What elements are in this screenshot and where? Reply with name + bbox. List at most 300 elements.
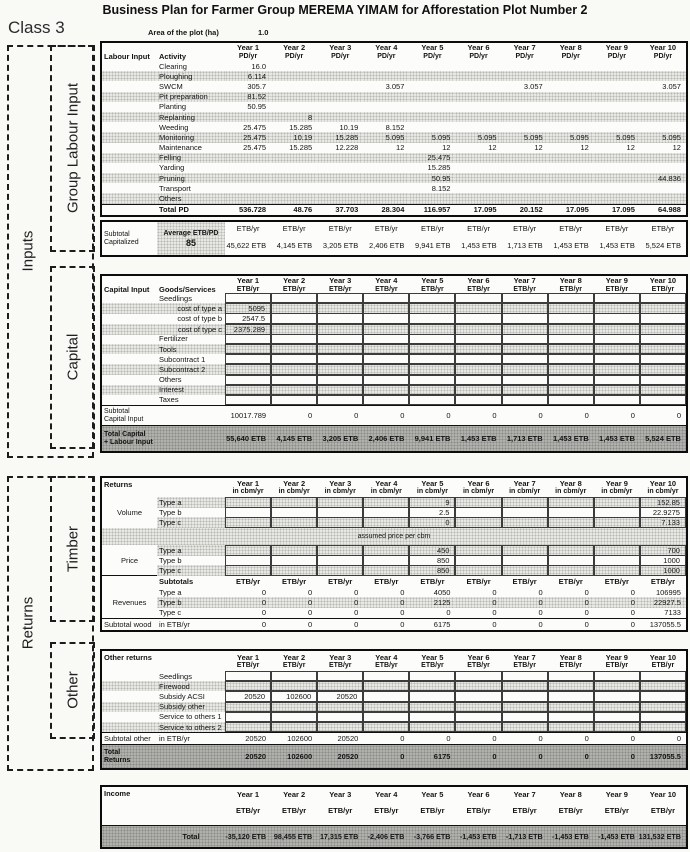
unit-label: ETB/yr (512, 577, 537, 587)
value-cell: -1,453 ETB (552, 832, 589, 841)
value-cell: 16.0 (251, 61, 267, 71)
year-label: Year 5 (421, 652, 444, 662)
value-cell (502, 722, 548, 732)
value-cell (271, 102, 317, 112)
data-row (102, 597, 686, 607)
value-cell: 20520 (337, 734, 359, 744)
value-cell (363, 702, 409, 712)
year-label: Year 1 (236, 652, 260, 662)
value-cell: 5.095 (409, 132, 455, 142)
value-cell (548, 163, 594, 173)
value-cell: 17,315 ETB (319, 832, 359, 841)
value-cell (409, 354, 455, 364)
row-label: Tools (157, 344, 225, 354)
year-label: Year 5 (421, 478, 444, 488)
value-cell: 64.988 (658, 205, 681, 215)
value-cell (363, 671, 409, 681)
unit-label: ETB/yr (650, 806, 676, 815)
value-cell: 15.285 (317, 132, 363, 142)
value-cell (640, 92, 686, 102)
value-cell (317, 293, 363, 303)
value-cell (640, 354, 686, 364)
unit-label: ETB/yr (374, 224, 398, 233)
data-row (102, 102, 686, 112)
year-label: Year 10 (649, 276, 677, 285)
value-cell: 6175 (433, 752, 451, 762)
value-cell (502, 112, 548, 122)
value-cell (225, 722, 271, 732)
unit-label: ETB/yr (420, 577, 445, 587)
row-group-cell (102, 395, 157, 405)
row-label: Fertilizer (159, 334, 188, 344)
value-cell (640, 344, 686, 354)
table-title: Returns (104, 480, 133, 489)
value-cell: 8.152 (431, 183, 451, 193)
value-cell: 20520 (337, 752, 359, 762)
value-cell: 0 (354, 619, 359, 629)
value-cell: 25.475 (243, 143, 267, 153)
value-cell (640, 712, 686, 722)
other-returns-table (100, 649, 688, 770)
table-header (102, 43, 686, 61)
unit-label: ETB/yr (558, 577, 583, 587)
year-label: Year 4 (375, 652, 398, 662)
value-cell: 9,941 ETB (415, 240, 451, 250)
value-cell: 5,524 ETB (645, 434, 681, 444)
value-cell: -1,713 ETB (505, 832, 543, 841)
value-cell (317, 722, 363, 732)
value-cell: 1000 (640, 555, 686, 566)
row-group-cell (102, 163, 157, 173)
timber-side-label: Timber (64, 525, 82, 573)
value-cell (548, 153, 594, 163)
year-header (502, 276, 548, 295)
row-group-cell (102, 334, 157, 344)
value-cell: 12.228 (335, 143, 359, 153)
value-cell: 45,622 ETB (226, 240, 267, 250)
row-group-cell (102, 132, 157, 142)
value-cell: 5095 (225, 303, 271, 314)
unit-label: PD/yr (423, 52, 442, 60)
value-cell (502, 565, 548, 576)
value-cell (594, 395, 640, 405)
row-group-cell (102, 722, 157, 732)
value-cell (363, 293, 409, 303)
value-cell (363, 681, 409, 691)
data-row (102, 354, 686, 364)
value-cell: 12 (580, 143, 589, 153)
value-cell (502, 395, 548, 405)
year-header (548, 651, 594, 671)
value-cell (455, 375, 501, 385)
value-cell: 0 (317, 597, 363, 607)
unit-label: PD/yr (377, 52, 396, 60)
value-cell (317, 344, 363, 354)
unit-label: ETB/yr (282, 224, 306, 233)
data-row (102, 143, 686, 153)
value-cell (548, 395, 594, 405)
value-cell (548, 671, 594, 681)
value-cell (640, 61, 686, 71)
value-cell: 0 (308, 608, 313, 618)
value-cell: 20520 (245, 734, 267, 744)
value-cell: 17.095 (611, 205, 635, 215)
row-label: Replanting (157, 112, 225, 122)
value-cell (363, 722, 409, 732)
row-label: Subcontract 1 (159, 354, 206, 364)
value-cell: 5,524 ETB (645, 240, 681, 250)
value-cell (502, 193, 548, 203)
value-cell (363, 61, 409, 71)
value-cell (548, 122, 594, 132)
value-cell (409, 61, 455, 71)
total-returns-row (102, 744, 686, 768)
data-row (102, 671, 686, 681)
value-cell (271, 61, 317, 71)
value-cell: 850 (409, 565, 455, 576)
row-label: Subtotal other (104, 734, 151, 744)
unit-label: ETB/yr (328, 285, 352, 293)
value-cell: 12 (534, 143, 543, 153)
value-cell: 0 (630, 619, 635, 629)
value-cell (225, 173, 271, 183)
value-cell (548, 81, 594, 91)
value-cell: 1,713 ETB (507, 240, 543, 250)
value-cell: 9,941 ETB (414, 434, 451, 444)
year-label: Year 7 (513, 652, 536, 662)
value-cell: 0 (261, 608, 267, 618)
row-group-cell (102, 608, 157, 618)
value-cell (455, 173, 501, 183)
row-label-line: Subtotal (104, 407, 130, 415)
row-group-cell (102, 354, 157, 364)
value-cell: 700 (640, 545, 686, 556)
row-group-cell (102, 385, 157, 395)
year-header (594, 651, 640, 671)
data-row (102, 61, 686, 71)
unit-label: ETB/yr (235, 577, 261, 587)
value-cell (594, 385, 640, 395)
unit-label: PD/yr (515, 52, 534, 60)
row-group-label: Price (120, 555, 139, 565)
value-cell (363, 92, 409, 102)
row-group-cell (102, 702, 157, 712)
year-label: Year 2 (283, 478, 306, 488)
value-cell (455, 722, 501, 732)
value-cell: 0 (584, 587, 589, 597)
value-cell: 25.475 (225, 132, 271, 142)
data-row (102, 608, 686, 618)
value-cell (594, 102, 640, 112)
value-cell (225, 364, 271, 374)
row-label-line: Total (104, 748, 121, 756)
value-cell (317, 565, 363, 576)
year-label: Year 2 (283, 276, 306, 285)
year-header (317, 478, 363, 497)
year-label: Year 9 (605, 790, 628, 799)
spacer-cell (102, 576, 157, 587)
year-label: Year 8 (559, 276, 582, 285)
value-cell (225, 153, 271, 163)
value-cell (455, 344, 501, 354)
value-cell (640, 112, 686, 122)
data-row (102, 293, 686, 303)
year-header (548, 43, 594, 62)
row-group-cell (102, 205, 157, 215)
year-header (225, 43, 271, 62)
value-cell (363, 364, 409, 374)
row-label: Pruning (157, 173, 225, 183)
data-row (102, 545, 686, 555)
data-row (102, 702, 686, 712)
value-cell: 98,455 ETB (273, 832, 313, 841)
value-cell: 0 (455, 597, 501, 607)
value-cell: 0 (584, 619, 589, 629)
value-cell (455, 681, 501, 691)
year-label: Year 6 (467, 43, 490, 52)
value-cell (455, 193, 501, 203)
year-label: Year 7 (513, 478, 536, 488)
year-label: Year 3 (329, 790, 352, 799)
unit-label: ETB/yr (282, 806, 307, 815)
unit-label: ETB/yr (513, 662, 536, 669)
row-label: Clearing (159, 61, 187, 71)
value-cell: 0 (630, 587, 635, 597)
value-cell (317, 102, 363, 112)
group-labour-side-label: Group Labour Input (64, 82, 82, 214)
value-cell (502, 153, 548, 163)
year-label: Year 6 (467, 478, 490, 488)
year-label: Year 7 (513, 276, 536, 285)
value-cell (455, 61, 501, 71)
unit-label: ETB/yr (466, 806, 491, 815)
value-cell: 12 (488, 143, 497, 153)
average-etb-pd-header: Average ETB/PD (163, 229, 219, 237)
value-cell (548, 712, 594, 722)
value-cell: 1,713 ETB (506, 434, 543, 444)
year-header (363, 276, 409, 295)
value-cell (455, 81, 501, 91)
value-cell: 0 (400, 752, 405, 762)
value-cell: 0 (538, 608, 543, 618)
table-title: Income (104, 789, 131, 798)
value-cell: 17.095 (565, 205, 589, 215)
row-label: cost of type b (177, 314, 222, 324)
value-cell (409, 112, 455, 122)
data-row (102, 681, 686, 691)
unit-label: PD/yr (238, 52, 258, 60)
year-label: Year 2 (283, 43, 306, 52)
value-cell: 1000 (640, 565, 686, 576)
year-header (455, 276, 501, 295)
value-cell: 0 (446, 608, 451, 618)
value-cell (455, 565, 501, 576)
data-row (102, 555, 686, 565)
row-label: Type a (157, 545, 225, 556)
timber-returns-table (100, 476, 688, 632)
value-cell (640, 334, 686, 344)
year-header (271, 651, 317, 671)
row-label: Type b (159, 555, 182, 565)
value-cell (363, 712, 409, 722)
year-header (271, 478, 317, 497)
value-cell (594, 183, 640, 193)
row-group-cell (102, 143, 157, 153)
value-cell: 20520 (317, 691, 363, 702)
value-cell (594, 92, 640, 102)
assumed-price-band (102, 528, 686, 545)
value-cell: 8 (271, 112, 317, 122)
unit-label: PD/yr (653, 52, 673, 60)
value-cell: 850 (409, 555, 455, 566)
value-cell: 0 (446, 411, 451, 421)
value-cell: 25.475 (243, 122, 267, 132)
unit-label: ETB/yr (328, 662, 352, 669)
value-cell: 0 (584, 411, 589, 421)
value-cell: 22927.5 (640, 597, 686, 607)
value-cell: 0 (308, 587, 313, 597)
row-label: Subsidy ACSI (159, 692, 205, 702)
row-group-cell (102, 61, 157, 71)
unit-label: ETB/yr (374, 806, 399, 815)
data-row (102, 517, 686, 527)
row-label: Firewood (157, 681, 225, 691)
row-label: Monitoring (157, 132, 225, 142)
year-label: Year 4 (375, 478, 398, 488)
value-cell: 50.95 (247, 102, 267, 112)
assumed-price-band-label: assumed price per cbm (102, 528, 686, 545)
value-cell (317, 112, 363, 122)
data-row (102, 324, 686, 334)
year-header (594, 478, 640, 497)
value-cell: 6175 (433, 619, 451, 629)
value-cell (225, 565, 271, 576)
unit-label: ETB/yr (235, 806, 261, 815)
value-cell (271, 334, 317, 344)
unit-label: ETB/yr (467, 662, 490, 669)
value-cell: -2,406 ETB (367, 832, 405, 841)
data-row (102, 303, 686, 313)
value-cell: 0 (354, 411, 359, 421)
unit-label: ETB/yr (467, 285, 490, 293)
value-cell (548, 92, 594, 102)
value-cell (502, 354, 548, 364)
value-cell: 0 (548, 597, 594, 607)
total-label: Total (182, 832, 200, 841)
value-cell (640, 102, 686, 112)
row-label: Subcontract 2 (157, 364, 225, 374)
value-cell: 450 (409, 545, 455, 556)
value-cell (594, 671, 640, 681)
data-row (102, 497, 686, 507)
value-cell (594, 122, 640, 132)
value-cell: 15.285 (289, 122, 313, 132)
value-cell (271, 193, 317, 203)
unit-label: ETB/yr (282, 662, 306, 669)
value-cell (640, 671, 686, 681)
value-cell (225, 702, 271, 712)
unit-label: PD/yr (561, 52, 580, 60)
value-cell (640, 163, 686, 173)
value-cell: 5.095 (548, 132, 594, 142)
col2-header: Goods/Services (159, 284, 216, 294)
value-cell (594, 71, 640, 81)
value-cell: 7.133 (640, 517, 686, 528)
value-cell (225, 671, 271, 681)
value-cell: 106995 (655, 587, 681, 597)
row-group-cell (102, 344, 157, 354)
value-cell: 0 (538, 619, 543, 629)
value-cell: 50.95 (409, 173, 455, 183)
row-label (102, 426, 225, 451)
value-cell (363, 193, 409, 203)
value-cell (640, 722, 686, 732)
row-label: Maintenance (159, 143, 202, 153)
value-cell (548, 112, 594, 122)
value-cell (594, 375, 640, 385)
value-cell (640, 122, 686, 132)
year-label: Year 8 (559, 790, 582, 799)
value-cell (317, 385, 363, 395)
row-label (102, 406, 225, 425)
other-side-label: Other (64, 671, 82, 709)
table-header (102, 276, 686, 293)
value-cell: 137055.5 (649, 619, 681, 629)
year-label: Year 9 (605, 652, 628, 662)
year-label: Year 1 (236, 276, 260, 285)
value-cell (225, 712, 271, 722)
value-cell (409, 395, 455, 405)
unit-label: PD/yr (607, 52, 626, 60)
value-cell: 0 (676, 411, 681, 421)
value-cell: 12 (442, 143, 451, 153)
value-cell: 0 (400, 734, 405, 744)
value-cell (502, 102, 548, 112)
subtotals-header-row (102, 575, 686, 587)
value-cell: 10017.789 (230, 411, 267, 421)
value-cell: 17.095 (473, 205, 497, 215)
value-cell: 2,406 ETB (368, 240, 405, 250)
row-label: Type c (159, 608, 182, 618)
year-label: Year 6 (467, 276, 490, 285)
row-group-label: Revenues (112, 597, 147, 607)
value-cell: 3.057 (662, 81, 681, 91)
value-cell (594, 354, 640, 364)
average-etb-pd-value: 85 (185, 237, 196, 248)
row-group-cell (102, 712, 157, 722)
value-cell (409, 375, 455, 385)
row-label: cost of type a (157, 303, 225, 314)
data-row (102, 193, 686, 203)
value-cell: 1,453 ETB (460, 434, 497, 444)
year-header (225, 478, 271, 497)
value-cell: 5.095 (502, 132, 548, 142)
unit-label: ETB/yr (421, 285, 444, 293)
value-cell: 1,453 ETB (599, 434, 635, 444)
subtotal-capitalized-table (100, 220, 688, 257)
value-cell: 48.76 (293, 205, 313, 215)
value-cell: 20.152 (519, 205, 543, 215)
value-cell: 2547.5 (225, 313, 271, 324)
year-label: Year 10 (649, 790, 677, 799)
value-cell (502, 681, 548, 691)
value-cell (409, 293, 455, 303)
year-header (502, 43, 548, 62)
year-label: Year 10 (649, 43, 677, 52)
value-cell: 0 (363, 597, 409, 607)
value-cell (594, 81, 640, 91)
row-group-cell (102, 102, 157, 112)
